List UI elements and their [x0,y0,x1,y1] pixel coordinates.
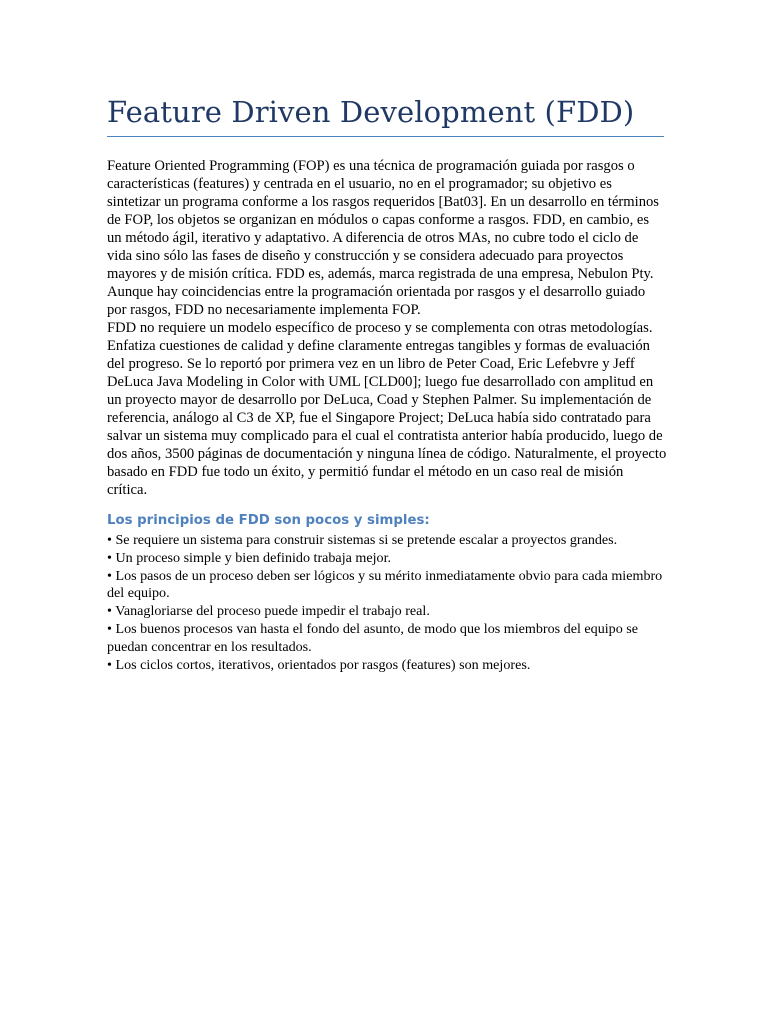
list-item-text: Un proceso simple y bien definido trabaja mejor. [115,549,392,566]
title-underline [107,136,664,137]
principles-heading: Los principios de FDD son pocos y simples: [107,513,430,528]
list-item-text: Los ciclos cortos, iterativos, orientados por rasgos (features) son mejores. [115,656,531,673]
list-item-text: Los buenos procesos van hasta el fondo del asunto, de modo que los miembros del equipo se puedan concentrar en los resultados. [107,620,639,655]
body-text [107,157,667,499]
list-item [107,532,667,550]
list-item-text: Vanagloriarse del proceso puede impedir el trabajo real. [115,603,430,620]
list-item [107,568,667,604]
bullet-icon: • [107,567,112,584]
list-item [107,621,667,657]
list-item-text: Los pasos de un proceso deben ser lógicos y su mérito inmediatamente obvio para cada miembro del equipo. [107,567,663,602]
bullet-icon: • [107,620,112,637]
list-item-text: Se requiere un sistema para construir sistemas si se pretende escalar a proyectos grandes. [115,532,618,548]
bullet-icon: • [107,549,112,566]
bullet-icon: • [107,532,112,548]
list-item [107,550,667,568]
paragraph-fdd: FDD no requiere un modelo específico de proceso y se complementa con otras metodologías. Enfatiza cuestiones de calidad y define claramente entregas tangibles y formas de evaluación del progreso. Se lo reportó por primera vez en un libro de Peter Coad, Eric Lefebvre y Jeff DeLuca Java Modeling in Color with UML [CLD00]; luego fue desarrollado con amplitud en un proyecto mayor de desarrollo por DeLuca, Coad y Stephen Palmer. Su implementación de referencia, análogo al C3 de XP, fue el Singapore Project; DeLuca había sido contratado para salvar un sistema muy complicado para el cual el contratista anterior había producido, luego de dos años, 3500 páginas de documentación y ninguna línea de código. Naturalmente, el proyecto basado en FDD fue todo un éxito, y permitió fundar el método en un caso real de misión crítica. [107,320,667,498]
bullet-icon: • [107,603,112,620]
principles-list [107,532,667,674]
list-item [107,603,667,621]
list-item [107,657,667,675]
bullet-icon: • [107,656,112,673]
paragraph-fop: Feature Oriented Programming (FOP) es una técnica de programación guiada por rasgos o características (features) y centrada en el usuario, no en el programador; su objetivo es sintetizar un programa conforme a los rasgos requeridos [Bat03]. En un desarrollo en términos de FOP, los objetos se organizan en módulos o capas conforme a rasgos. FDD, en cambio, es un método ágil, iterativo y adaptativo. A diferencia de otros MAs, no cubre todo el ciclo de vida sino sólo las fases de diseño y construcción y se considera adecuado para proyectos mayores y de misión crítica. FDD es, además, marca registrada de una empresa, Nebulon Pty. Aunque hay coincidencias entre la programación orientada por rasgos y el desarrollo guiado por rasgos, FDD no necesariamente implementa FOP. [107,158,659,318]
page-title: Feature Driven Development (FDD) [107,95,635,129]
